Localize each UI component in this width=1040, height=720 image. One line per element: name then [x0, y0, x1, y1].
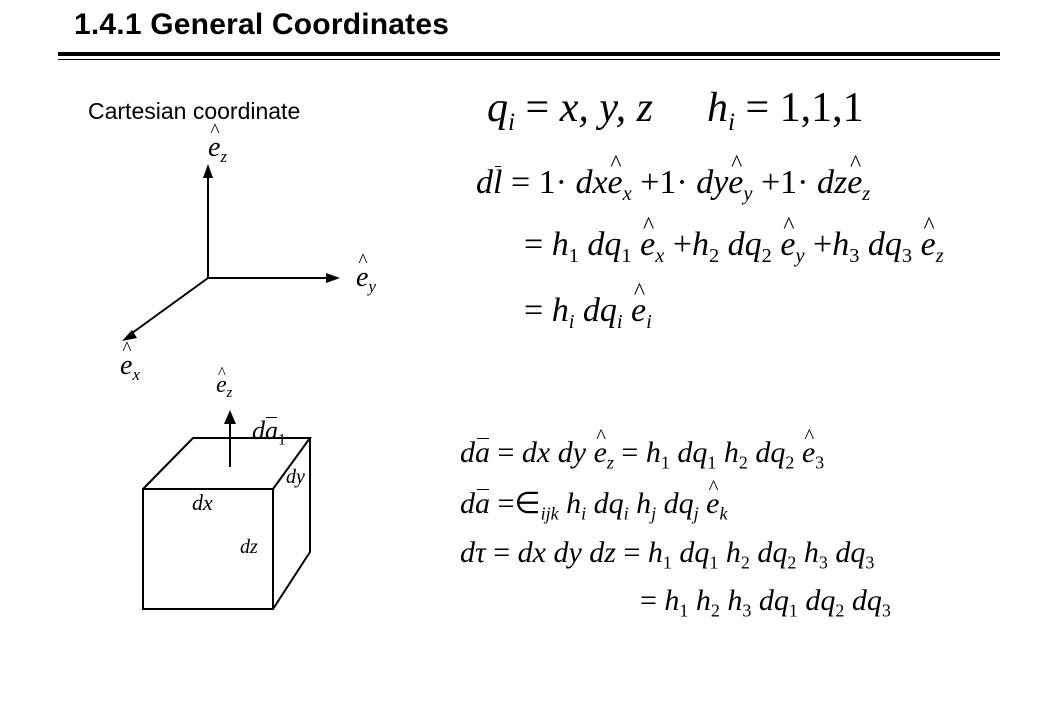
eq-dtau-line-2: = $h_1$ $h_2$ $h_3$ $dq_1$ $dq_2$ $dq_3$ [640, 584, 891, 621]
eq-dl-line-3: = $h_i$ $dq_i$ ^ $e_i$ [524, 292, 652, 334]
eq-h-definition: $h_i = 1,1,1$ [707, 85, 864, 136]
coordinate-axes [122, 164, 340, 341]
eq-dl-line-1: dl = 1· dx^ $e_x +1\cdot$ dy^ $e_y +1\cdot$ dz^ $e_z$ [476, 164, 870, 206]
cube-label-dz: dz [240, 536, 258, 558]
cube-label-dx: dx [192, 490, 213, 515]
x-axis-line [128, 278, 208, 336]
eq-dl-line-2: = $h_1$ $dq_1$ ^ $e_x +h_2$ $dq_2$ ^ $e_y +h_3$ $dq_3$ ^ $e_z$ [524, 226, 944, 268]
y-axis-arrowhead [326, 273, 340, 283]
axis-label-x: ^ $e_x$ [120, 350, 140, 385]
axis-label-z: ^ $e_z$ [208, 132, 227, 167]
cube-label-dy: dy [286, 466, 305, 488]
eq-dtau-line-1: dτ = dx dy dz = $h_1$ $dq_1$ $h_2$ $dq_2$ $h_3$ $dq_3$ [460, 536, 875, 573]
section-subtitle: Cartesian coordinate [88, 98, 301, 124]
cube-label-da1: $da_1$ [252, 416, 286, 449]
eq-da-line-2: da $=\in_{ijk}$ $h_i$ $dq_i$ $h_j$ $dq_j$ ^ $e_k$ [460, 486, 727, 524]
eq-da-line-1: da = dx dy ^ $e_z = h_1$ $dq_1$ $h_2$ $dq_2$ ^ $e_3$ [460, 436, 824, 473]
eq-q-definition: $q_i = x$, y, z [487, 85, 653, 136]
da-normal-arrowhead [224, 410, 236, 424]
cube-label-ez: ^ $e_z$ [216, 372, 232, 402]
axis-label-y: ^ $e_y$ [356, 262, 376, 297]
slide-title: 1.4.1 General Coordinates [74, 8, 450, 41]
